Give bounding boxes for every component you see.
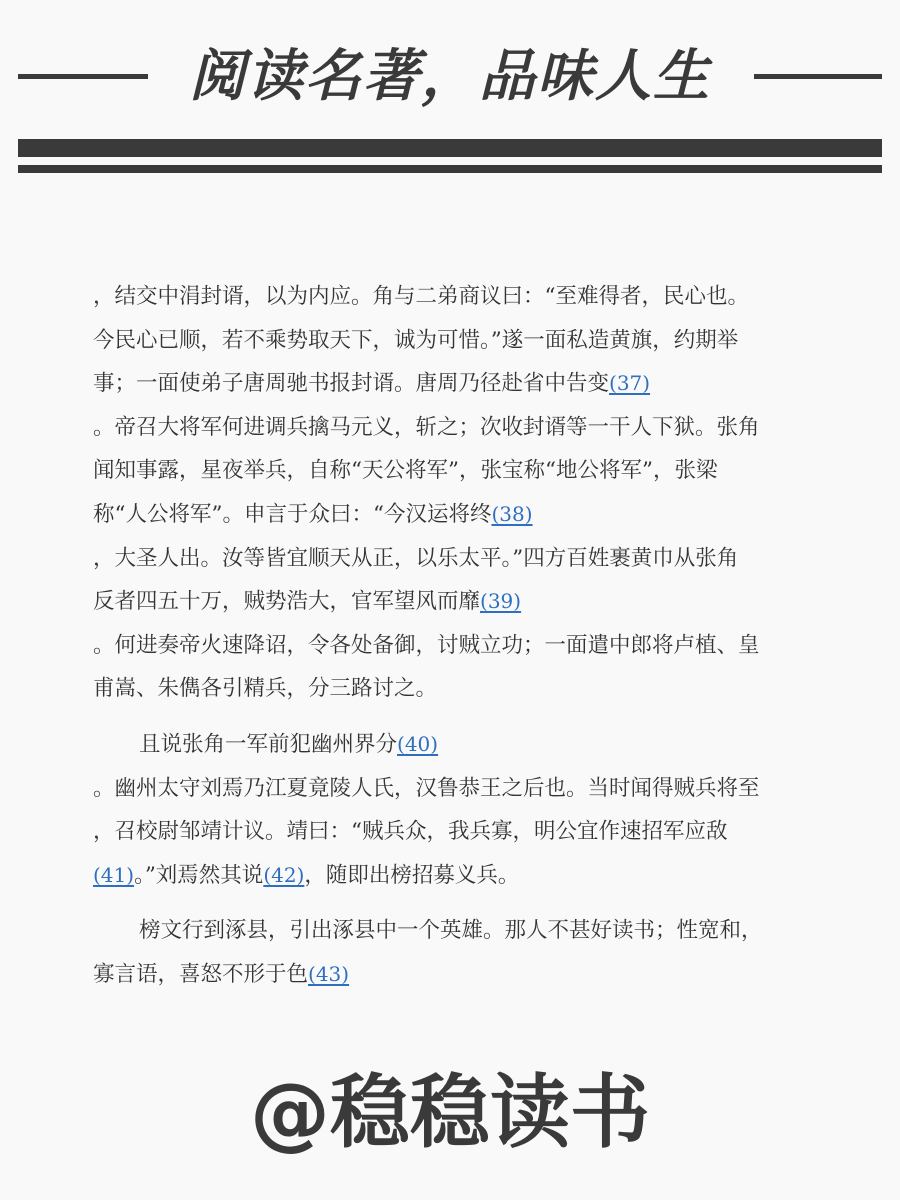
page-title: 阅读名著，品味人生 (189, 44, 711, 109)
text-line (93, 667, 808, 711)
text-line (93, 493, 808, 537)
line-text: 。何进奏帝火速降诏，令各处备御，讨贼立功；一面遣中郎将卢植、皇 (93, 632, 760, 658)
line-text: 寡言语，喜怒不形于色 (93, 961, 309, 987)
text-line (93, 362, 808, 406)
line-text: 。帝召大将军何进调兵擒马元义，斩之；次收封谞等一干人下狱。张角 (93, 414, 760, 440)
text-line (93, 406, 808, 450)
line-text: ，大圣人出。汝等皆宜顺天从正，以乐太平。”四方百姓裹黄巾从张角 (93, 545, 739, 571)
title-divider-left (18, 74, 148, 79)
text-line (93, 624, 808, 668)
text-line (93, 537, 808, 581)
footnote-link[interactable]: (42) (263, 862, 305, 887)
line-text: 称“人公将军”。申言于众曰：“今汉运将终 (93, 501, 492, 527)
footnote-link[interactable]: (43) (308, 961, 350, 986)
footnote-link[interactable]: (37) (609, 371, 651, 396)
paragraph-gap (93, 897, 808, 909)
line-text: 今民心已顺，若不乘势取天下，诚为可惜。”遂一面私造黄旗，约期举 (93, 327, 739, 353)
line-text: 。幽州太守刘焉乃江夏竟陵人氏，汉鲁恭王之后也。当时闻得贼兵将至 (93, 775, 760, 801)
line-text: 反者四五十万，贼势浩大，官军望风而靡 (93, 589, 481, 615)
line-text: 闻知事露，星夜举兵，自称“天公将军”，张宝称“地公将军”，张梁 (93, 458, 718, 484)
text-line (93, 275, 808, 319)
line-text: 榜文行到涿县，引出涿县中一个英雄。那人不甚好读书；性宽和， (139, 918, 763, 944)
paragraph-gap (93, 711, 808, 723)
text-line (93, 767, 808, 811)
line-text: 。”刘焉然其说 (134, 862, 264, 888)
footnote-link[interactable]: (40) (397, 731, 439, 756)
header-bar-thin (18, 165, 882, 173)
title-divider-right (754, 74, 882, 79)
text-line (93, 810, 808, 854)
text-line (93, 580, 808, 624)
footnote-link[interactable]: (41) (93, 862, 135, 887)
line-text: 甫嵩、朱儁各引精兵，分三路讨之。 (93, 676, 438, 702)
line-text: 事；一面使弟子唐周驰书报封谞。唐周乃径赴省中告变 (93, 371, 610, 397)
line-text: ，结交中涓封谞，以为内应。角与二弟商议曰：“至难得者，民心也。 (93, 284, 749, 309)
text-line (93, 909, 808, 953)
text-line (93, 723, 808, 767)
article-body (93, 275, 808, 997)
footnote-link[interactable]: (38) (491, 501, 533, 526)
footnote-link[interactable]: (39) (480, 589, 522, 614)
line-text: ，召校尉邹靖计议。靖曰：“贼兵众，我兵寡，明公宜作速招军应敌 (93, 819, 728, 845)
text-line (93, 319, 808, 363)
text-line (93, 449, 808, 493)
text-line (93, 854, 808, 898)
text-line (93, 953, 808, 997)
line-text: 且说张角一军前犯幽州界分 (139, 731, 398, 757)
header-bar-thick (18, 139, 882, 157)
header (0, 0, 900, 190)
author-watermark: @稳稳读书 (250, 1066, 650, 1159)
line-text: ，随即出榜招募义兵。 (304, 862, 520, 888)
